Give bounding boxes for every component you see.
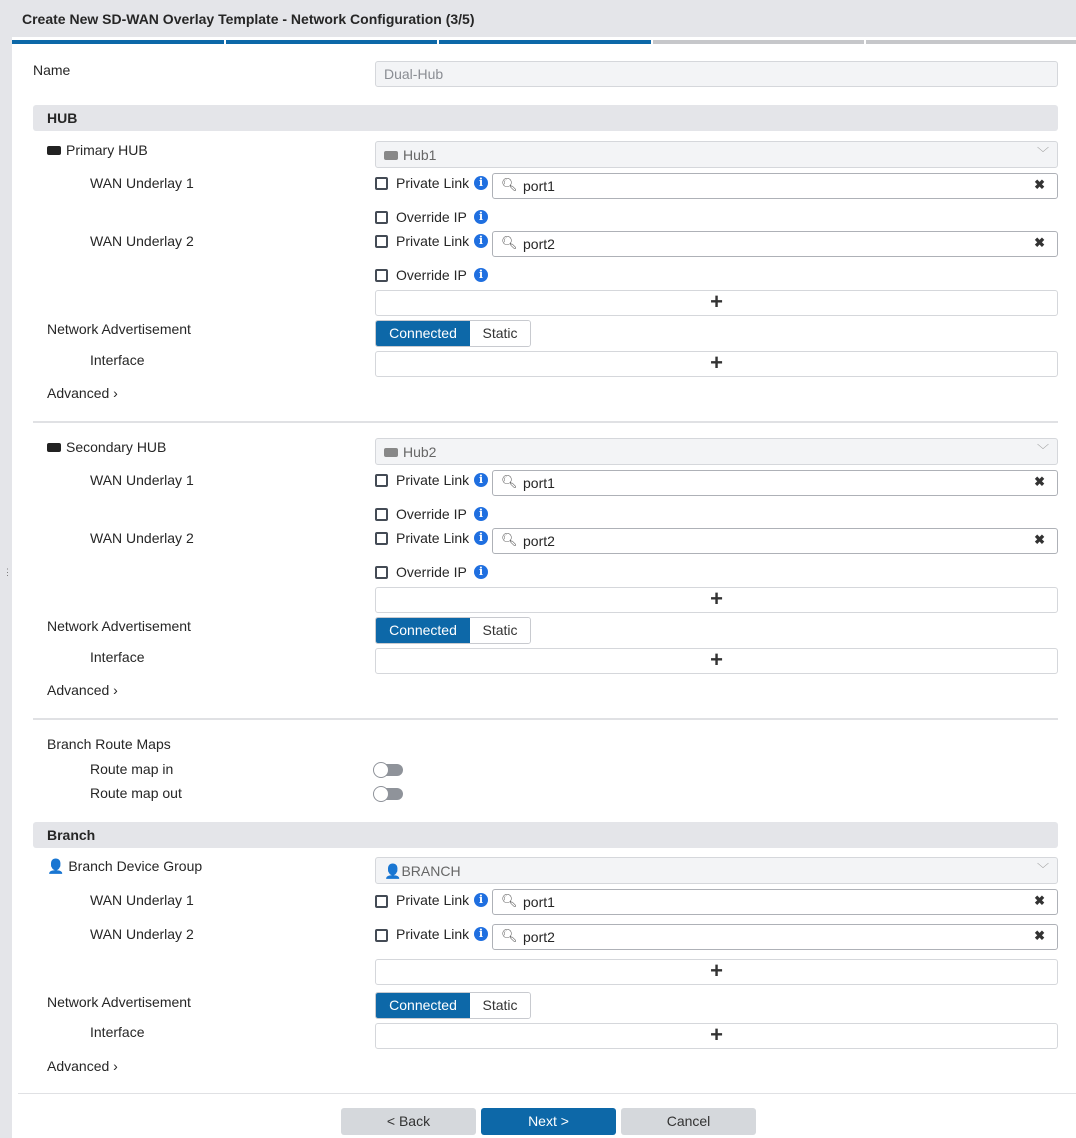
private-link-checkbox[interactable] (375, 235, 388, 248)
back-button[interactable]: < Back (341, 1108, 476, 1135)
connected-option[interactable]: Connected (376, 993, 470, 1018)
clear-icon[interactable]: ✖ (1034, 235, 1045, 250)
wan1-port-select[interactable] (492, 470, 1058, 496)
wan2-port-select[interactable] (492, 231, 1058, 257)
private-link-label: Private Link (396, 233, 470, 249)
override-ip-label: Override IP (396, 506, 467, 522)
private-link-label: Private Link (396, 175, 470, 191)
next-button[interactable]: Next > (481, 1108, 616, 1135)
search-icon: 🔍︎ (501, 177, 518, 192)
advanced-toggle[interactable] (47, 681, 118, 699)
hub-icon (47, 443, 61, 452)
chevron-down-icon: ﹀ (1036, 146, 1049, 160)
branch-route-maps-label: Branch Route Maps (47, 736, 171, 752)
add-interface-button[interactable]: + (375, 351, 1058, 377)
wan2-port-select[interactable] (492, 924, 1058, 950)
route-map-in-toggle[interactable] (373, 762, 403, 778)
wan-underlay-1-label: WAN Underlay 1 (90, 892, 194, 908)
interface-label: Interface (90, 352, 145, 368)
cancel-button[interactable]: Cancel (621, 1108, 756, 1135)
name-input[interactable]: Dual-Hub (375, 61, 1058, 87)
static-option[interactable]: Static (470, 993, 530, 1018)
network-advertisement-label: Network Advertisement (47, 994, 191, 1010)
wan-underlay-label: WAN Underlay 1 (90, 175, 194, 191)
advanced-label: Advanced (47, 1058, 110, 1074)
wan2-port-select[interactable] (492, 528, 1058, 554)
advanced-label: Advanced (47, 682, 110, 698)
info-icon[interactable]: i (474, 176, 488, 190)
search-icon: 🔍︎ (501, 928, 518, 943)
route-map-out-toggle[interactable] (373, 786, 403, 802)
port-value: port2 (523, 929, 555, 945)
private-link-checkbox[interactable] (375, 177, 388, 190)
branch-device-group-text: Branch Device Group (68, 858, 203, 874)
route-map-out-label: Route map out (90, 785, 182, 801)
wan-underlay-label: WAN Underlay 2 (90, 530, 194, 546)
network-advertisement-label: Network Advertisement (47, 321, 191, 337)
section-divider (33, 718, 1058, 720)
clear-icon[interactable]: ✖ (1034, 928, 1045, 943)
wan-underlay-label: WAN Underlay 2 (90, 233, 194, 249)
override-ip-label: Override IP (396, 267, 467, 283)
network-advertisement-toggle[interactable] (375, 617, 531, 644)
branch-device-group-select[interactable] (375, 857, 1058, 884)
add-wan-underlay-button[interactable]: + (375, 587, 1058, 613)
selected-value: Hub2 (403, 444, 437, 460)
chevron-right-icon: › (113, 1058, 118, 1074)
network-advertisement-toggle[interactable] (375, 320, 531, 347)
advanced-label: Advanced (47, 385, 110, 401)
hub-icon (384, 151, 398, 160)
primary-hub-label (47, 141, 148, 159)
progress-step-2 (226, 40, 437, 44)
branch-device-group-label (47, 857, 202, 875)
info-icon[interactable]: i (474, 927, 488, 941)
port-value: port1 (523, 894, 555, 910)
override-ip-checkbox[interactable] (375, 211, 388, 224)
port-value: port2 (523, 236, 555, 252)
primary-hub-text: Primary HUB (66, 142, 148, 158)
override-ip-label: Override IP (396, 209, 467, 225)
selected-value: BRANCH (401, 863, 461, 879)
section-divider (33, 421, 1058, 423)
private-link-label: Private Link (396, 892, 470, 908)
private-link-checkbox[interactable] (375, 895, 388, 908)
branch-section-header: Branch (33, 822, 1058, 848)
interface-label: Interface (90, 1024, 145, 1040)
advanced-toggle[interactable] (47, 384, 118, 402)
chevron-right-icon: › (113, 682, 118, 698)
info-icon[interactable]: i (474, 893, 488, 907)
add-interface-button[interactable]: + (375, 1023, 1058, 1049)
info-icon[interactable]: i (474, 210, 488, 224)
search-icon: 🔍︎ (501, 893, 518, 908)
override-ip-checkbox[interactable] (375, 566, 388, 579)
hub-icon (384, 448, 398, 457)
footer-divider (18, 1093, 1076, 1094)
search-icon: 🔍︎ (501, 235, 518, 250)
hub-section-header: HUB (33, 105, 1058, 131)
port-value: port1 (523, 178, 555, 194)
override-ip-checkbox[interactable] (375, 269, 388, 282)
primary-hub-select[interactable] (375, 141, 1058, 168)
add-wan-underlay-button[interactable]: + (375, 959, 1058, 985)
device-group-icon: 👤 (384, 863, 402, 879)
chevron-right-icon: › (113, 385, 118, 401)
route-map-in-label: Route map in (90, 761, 174, 777)
connected-option[interactable]: Connected (376, 618, 470, 643)
private-link-checkbox[interactable] (375, 474, 388, 487)
clear-icon[interactable]: ✖ (1034, 893, 1045, 908)
secondary-hub-label (47, 438, 166, 456)
info-icon[interactable]: i (474, 268, 488, 282)
hub-icon (47, 146, 61, 155)
info-icon[interactable]: i (474, 565, 488, 579)
progress-step-4 (653, 40, 864, 44)
wan1-port-select[interactable] (492, 889, 1058, 915)
port-value: port2 (523, 533, 555, 549)
clear-icon[interactable]: ✖ (1034, 474, 1045, 489)
resize-handle[interactable]: ⋮ (3, 567, 12, 577)
private-link-label: Private Link (396, 926, 470, 942)
override-ip-label: Override IP (396, 564, 467, 580)
info-icon[interactable]: i (474, 473, 488, 487)
wan-underlay-2-label: WAN Underlay 2 (90, 926, 194, 942)
info-icon[interactable]: i (474, 531, 488, 545)
clear-icon[interactable]: ✖ (1034, 532, 1045, 547)
wan-underlay-label: WAN Underlay 1 (90, 472, 194, 488)
interface-label: Interface (90, 649, 145, 665)
chevron-down-icon: ﹀ (1036, 443, 1049, 457)
add-wan-underlay-button[interactable]: + (375, 290, 1058, 316)
search-icon: 🔍︎ (501, 474, 518, 489)
private-link-label: Private Link (396, 530, 470, 546)
static-option[interactable]: Static (470, 618, 530, 643)
chevron-down-icon: ﹀ (1036, 862, 1049, 876)
add-interface-button[interactable]: + (375, 648, 1058, 674)
selected-value: Hub1 (403, 147, 437, 163)
dialog-title: Create New SD-WAN Overlay Template - Network Configuration (3/5) (12, 0, 1076, 37)
progress-step-1 (12, 40, 224, 44)
wan1-port-select[interactable] (492, 173, 1058, 199)
private-link-label: Private Link (396, 472, 470, 488)
secondary-hub-text: Secondary HUB (66, 439, 167, 455)
progress-step-3 (439, 40, 651, 44)
search-icon: 🔍︎ (501, 532, 518, 547)
advanced-toggle[interactable] (47, 1057, 118, 1075)
static-option[interactable]: Static (470, 321, 530, 346)
override-ip-checkbox[interactable] (375, 508, 388, 521)
port-value: port1 (523, 475, 555, 491)
progress-step-5 (866, 40, 1076, 44)
info-icon[interactable]: i (474, 507, 488, 521)
clear-icon[interactable]: ✖ (1034, 177, 1045, 192)
network-advertisement-toggle[interactable] (375, 992, 531, 1019)
name-label: Name (33, 62, 71, 78)
info-icon[interactable]: i (474, 234, 488, 248)
private-link-checkbox[interactable] (375, 532, 388, 545)
network-advertisement-label: Network Advertisement (47, 618, 191, 634)
secondary-hub-select[interactable] (375, 438, 1058, 465)
private-link-checkbox[interactable] (375, 929, 388, 942)
connected-option[interactable]: Connected (376, 321, 470, 346)
device-group-icon: 👤 (47, 858, 65, 874)
